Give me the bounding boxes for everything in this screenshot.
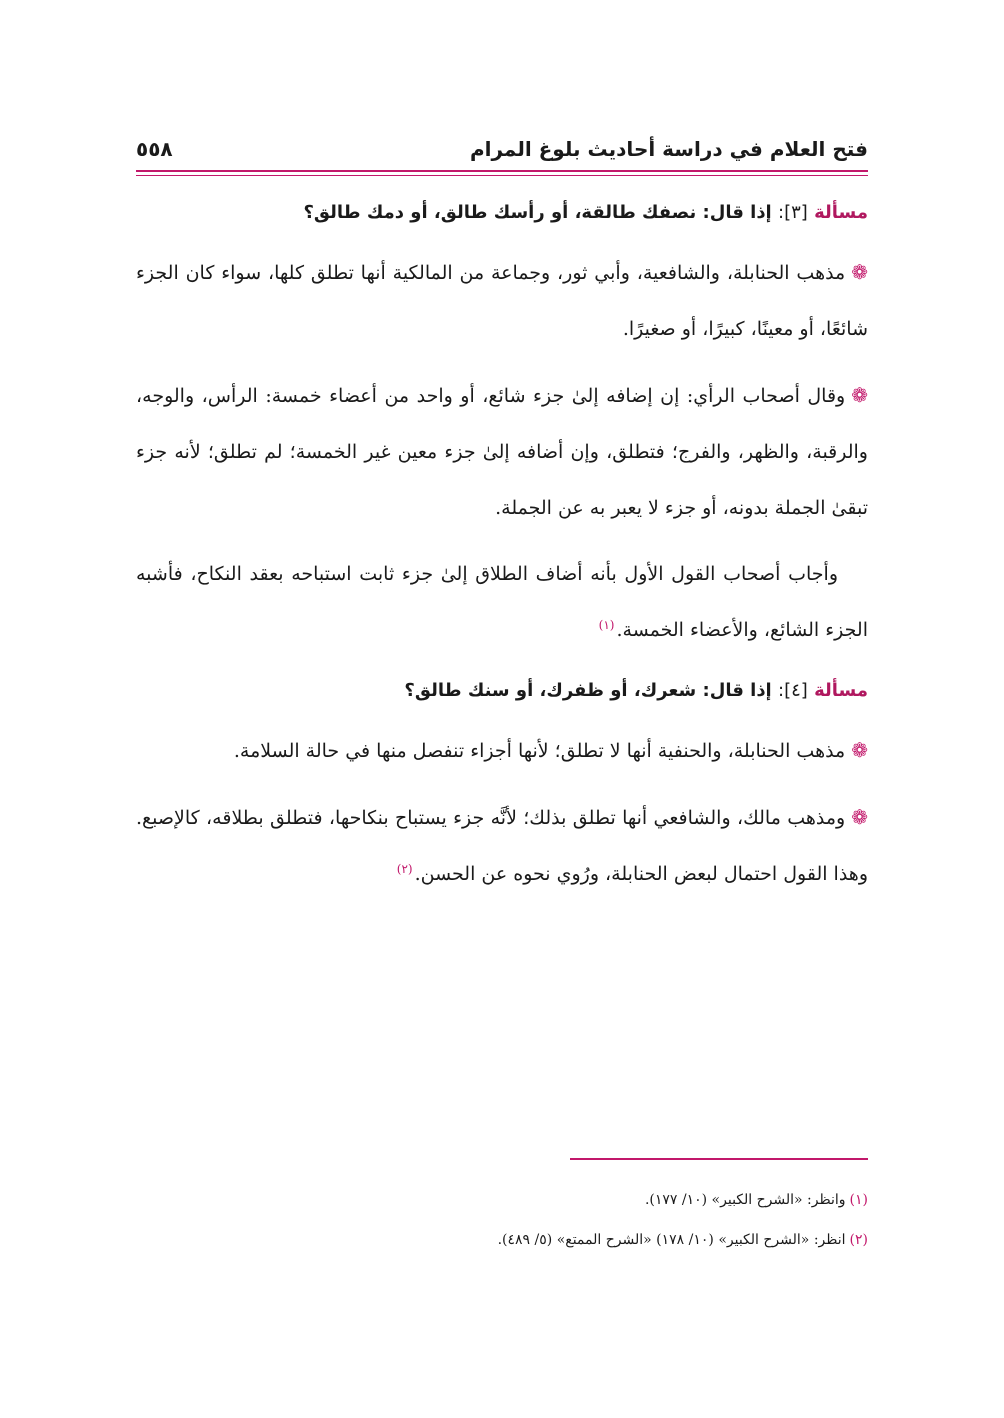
question-text: إذا قال: نصفك طالقة، أو رأسك طالق، أو دمك طالق؟ (303, 202, 772, 223)
question-number: [٣]: (778, 202, 808, 223)
paragraph-text: ومذهب مالك، والشافعي أنها تطلق بذلك؛ لأنَّه جزء يستباح بنكاحها، فتطلق بطلاقه، كالإصبع. وهذا القول احتمال لبعض الحنابلة، ورُوي نحوه عن الحسن. (136, 807, 868, 885)
footnote-reference[interactable]: (٢) (396, 861, 413, 876)
question-heading-3 (136, 190, 868, 236)
footnote-item (136, 1220, 868, 1260)
question-label: مسألة (814, 680, 868, 701)
flower-icon: ❁ (851, 805, 868, 829)
question-heading-4 (136, 668, 868, 714)
question-label: مسألة (814, 202, 868, 223)
footnote-reference[interactable]: (١) (598, 617, 615, 632)
paragraph-text: مذهب الحنابلة، والحنفية أنها لا تطلق؛ لأنها أجزاء تنفصل منها في حالة السلامة. (233, 740, 846, 762)
running-header (136, 128, 868, 164)
document-page (136, 0, 868, 1418)
header-divider-thin (136, 175, 868, 176)
page-number: ٥٥٨ (136, 137, 173, 161)
paragraph (136, 244, 868, 357)
flower-icon: ❁ (851, 383, 868, 407)
flower-icon: ❁ (851, 260, 868, 284)
paragraph (136, 722, 868, 779)
header-divider (136, 170, 868, 172)
footnote-number: (٢) (849, 1232, 868, 1248)
paragraph-text: وقال أصحاب الرأي: إن إضافه إلىٰ جزء شائع، أو واحد من أعضاء خمسة: الرأس، والوجه، والرقبة، والظهر، والفرج؛ فتطلق، وإن أضافه إلىٰ جزء معين غير الخمسة؛ لم تطلق؛ لأنه جزء تبقىٰ الجملة بدونه، أو جزء لا يعبر به عن الجملة. (136, 385, 868, 519)
paragraph (136, 789, 868, 902)
footnote-text: انظر: «الشرح الكبير» (١٠/ ١٧٨) «الشرح الممتع» (٥/ ٤٨٩). (497, 1232, 846, 1248)
main-text (136, 190, 868, 912)
paragraph (136, 367, 868, 536)
question-text: إذا قال: شعرك، أو ظفرك، أو سنك طالق؟ (404, 680, 772, 701)
footnote-divider (570, 1158, 868, 1160)
footnote-number: (١) (849, 1192, 868, 1208)
paragraph-text: وأجاب أصحاب القول الأول بأنه أضاف الطلاق إلىٰ جزء ثابت استباحه بعقد النكاح، فأشبه الجزء الشائع، والأعضاء الخمسة. (136, 563, 868, 641)
footnote-text: وانظر: «الشرح الكبير» (١٠/ ١٧٧). (644, 1192, 846, 1208)
footnotes (136, 1180, 868, 1260)
flower-icon: ❁ (851, 738, 868, 762)
paragraph-text: مذهب الحنابلة، والشافعية، وأبي ثور، وجماعة من المالكية أنها تطلق كلها، سواء كان الجزء شائعًا، أو معينًا، كبيرًا، أو صغيرًا. (136, 262, 868, 340)
question-number: [٤]: (778, 680, 808, 701)
paragraph (136, 546, 868, 658)
footnote-item (136, 1180, 868, 1220)
book-title: فتح العلام في دراسة أحاديث بلوغ المرام (469, 137, 868, 161)
